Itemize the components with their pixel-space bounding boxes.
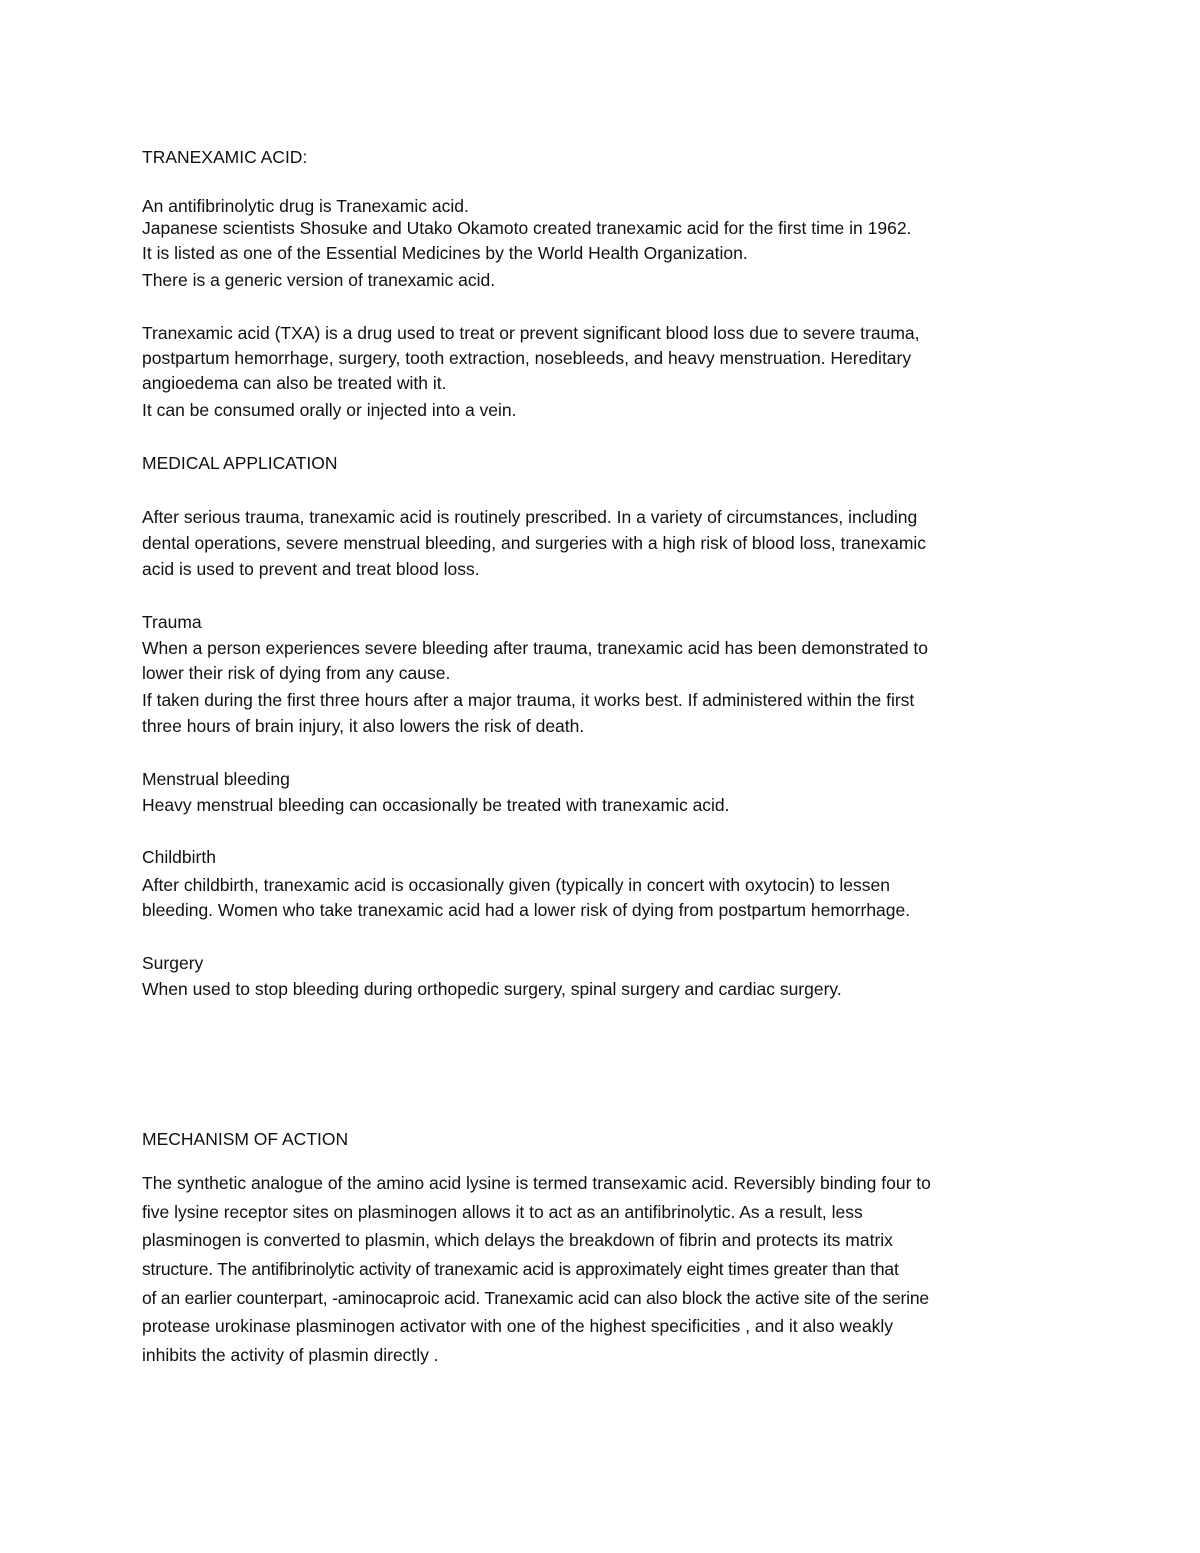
trauma-line: three hours of brain injury, it also lowers the risk of death. — [142, 716, 585, 736]
subheading-surgery: Surgery — [142, 953, 204, 973]
intro-line: Japanese scientists Shosuke and Utako Okamoto created tranexamic acid for the first time in 1962. — [142, 218, 912, 238]
subheading-trauma: Trauma — [142, 612, 202, 632]
overview-line: Tranexamic acid (TXA) is a drug used to treat or prevent significant blood loss due to severe trauma, — [142, 323, 920, 343]
overview-line: It can be consumed orally or injected into a vein. — [142, 400, 517, 420]
mechanism-line: inhibits the activity of plasmin directly . — [142, 1345, 439, 1365]
mechanism-line: plasminogen is converted to plasmin, which delays the breakdown of fibrin and protects its matrix — [142, 1230, 893, 1250]
trauma-line: lower their risk of dying from any cause. — [142, 663, 451, 683]
trauma-line: When a person experiences severe bleeding after trauma, tranexamic acid has been demonstrated to — [142, 638, 929, 658]
intro-line: An antifibrinolytic drug is Tranexamic acid. — [142, 196, 469, 216]
overview-line: postpartum hemorrhage, surgery, tooth extraction, nosebleeds, and heavy menstruation. Hereditary — [142, 348, 912, 368]
menstrual-line: Heavy menstrual bleeding can occasionally be treated with tranexamic acid. — [142, 795, 730, 815]
subheading-childbirth: Childbirth — [142, 847, 216, 867]
trauma-line: If taken during the first three hours after a major trauma, it works best. If administered within the first — [142, 690, 915, 710]
subheading-menstrual-bleeding: Menstrual bleeding — [142, 769, 290, 789]
mechanism-line: The synthetic analogue of the amino acid lysine is termed transexamic acid. Reversibly binding four to — [142, 1173, 931, 1193]
mechanism-line: structure. The antifibrinolytic activity of tranexamic acid is approximately eight times greater than that — [142, 1259, 899, 1279]
mechanism-line: of an earlier counterpart, -aminocaproic acid. Tranexamic acid can also block the active site of the serine — [142, 1288, 929, 1308]
medical-application-line: After serious trauma, tranexamic acid is routinely prescribed. In a variety of circumstances, including — [142, 507, 918, 527]
medical-application-line: dental operations, severe menstrual bleeding, and surgeries with a high risk of blood loss, tranexamic — [142, 533, 927, 553]
section-heading-medical-application: MEDICAL APPLICATION — [142, 453, 338, 473]
medical-application-line: acid is used to prevent and treat blood loss. — [142, 559, 480, 579]
intro-line: It is listed as one of the Essential Medicines by the World Health Organization. — [142, 243, 748, 263]
surgery-line: When used to stop bleeding during orthopedic surgery, spinal surgery and cardiac surgery. — [142, 979, 842, 999]
mechanism-line: five lysine receptor sites on plasminogen allows it to act as an antifibrinolytic. As a result, less — [142, 1202, 863, 1222]
childbirth-line: bleeding. Women who take tranexamic acid had a lower risk of dying from postpartum hemorrhage. — [142, 900, 911, 920]
overview-line: angioedema can also be treated with it. — [142, 373, 447, 393]
intro-line: There is a generic version of tranexamic acid. — [142, 270, 496, 290]
childbirth-line: After childbirth, tranexamic acid is occasionally given (typically in concert with oxytocin) to lessen — [142, 875, 890, 895]
mechanism-line: protease urokinase plasminogen activator with one of the highest specificities , and it also weakly — [142, 1316, 893, 1336]
section-heading-mechanism-of-action: MECHANISM OF ACTION — [142, 1129, 349, 1149]
document-title: TRANEXAMIC ACID: — [142, 147, 308, 167]
